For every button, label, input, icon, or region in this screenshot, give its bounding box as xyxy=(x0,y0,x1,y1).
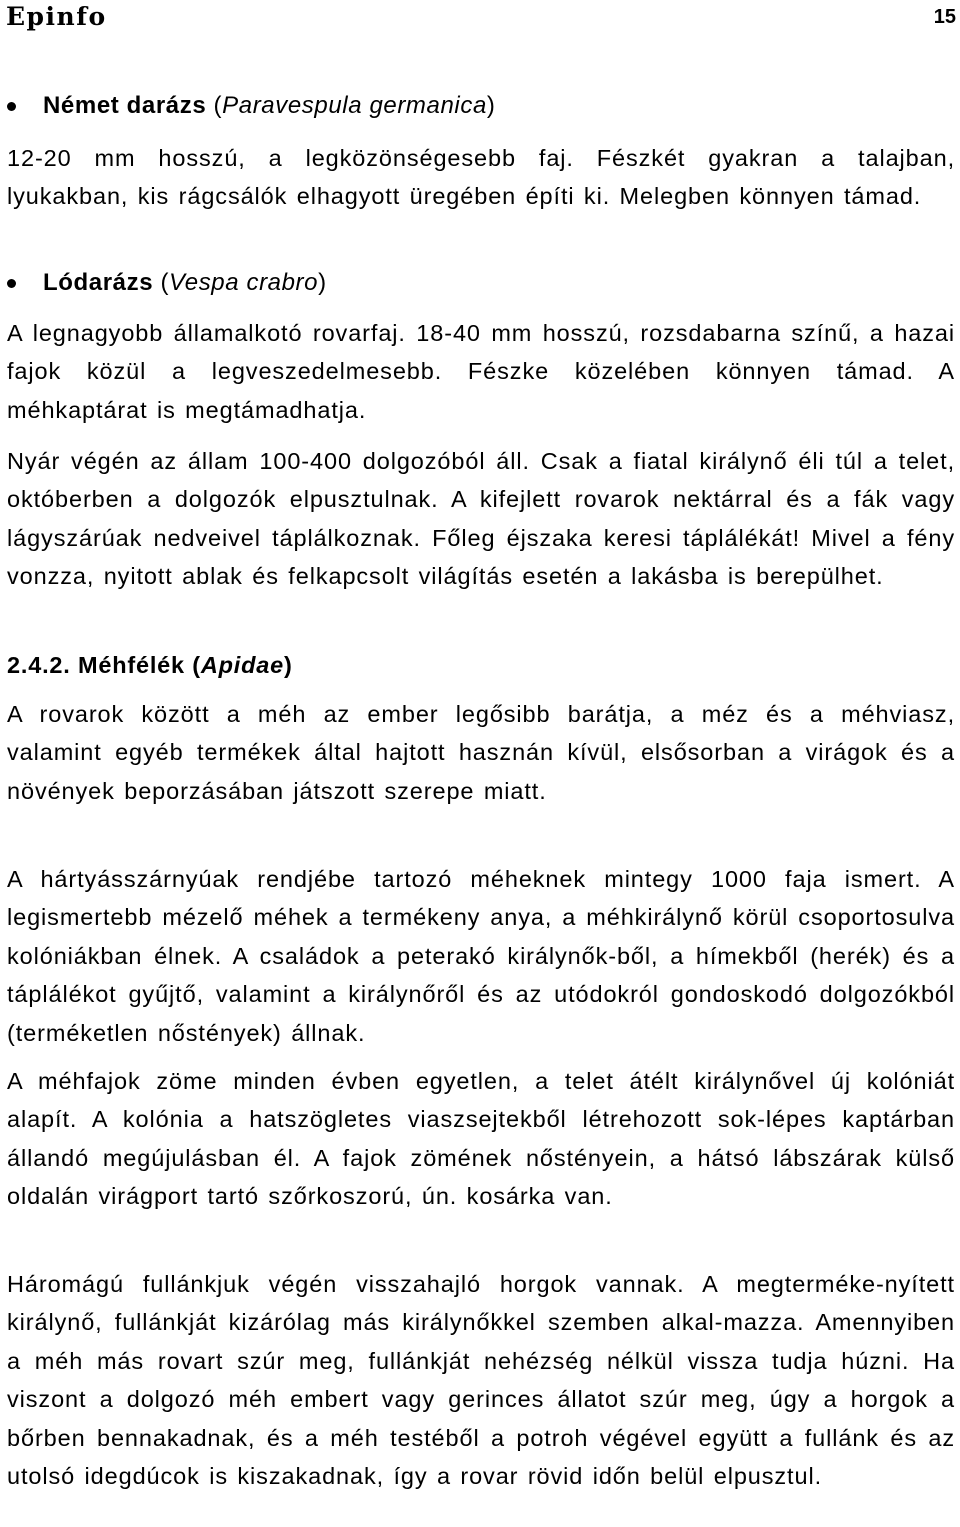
paren-close: ) xyxy=(318,269,327,296)
latin-name: Vespa crabro xyxy=(169,269,319,296)
bullet-dot-icon xyxy=(7,102,16,111)
paragraph-lodarazs-colony: Nyár végén az állam 100-400 dolgozóból áll. Csak a fiatal királynő éli túl a telet, októberben a dolgozók elpusztulnak. A kifejlett rovarok nektárral és a fák vagy lágyszárúak nedveivel táplálkoznak. Főleg éjszaka keresi táplálékát! Mivel a fény vonzza, nyitott ablak és felkapcsolt világítás esetén a lakásba is berepülhet. xyxy=(7,448,955,590)
paragraph-meh-colony: A méhfajok zöme minden évben egyetlen, a telet átélt királynővel új kolóniát alapít. A kolónia a hatszögletes viaszsejtekből létrehozott sok-lépes kaptárban állandó megújulásban él. A fajok zömének nőstényein, a hátsó lábszárak külső oldalán virágport tartó szőrkoszorú, ún. kosárka van. xyxy=(7,1068,955,1210)
section-heading xyxy=(7,646,293,684)
section-close: ) xyxy=(284,652,293,678)
paragraph-meh-species: A hártyásszárnyúak rendjébe tartozó méheknek mintegy 1000 faja ismert. A legismertebb mézelő méhek a termékeny anya, a méhkirálynő körül csoportosulva kolóniákban élnek. A családok a peterakó királynők-ből, a hímekből (herék) és a táplálékot gyűjtő, valamint a királynőről és az utódokról gondoskodó dolgozókból (terméketlen nőstények) állnak. xyxy=(7,866,955,1046)
paragraph-nemet-darazs: 12-20 mm hosszú, a legközönségesebb faj. Fészkét gyakran a talajban, lyukakban, kis rágcsálók elhagyott üregében építi ki. Melegben könnyen támad. xyxy=(7,145,955,210)
page-header xyxy=(6,2,956,36)
epinfo-logo: Epinfo xyxy=(6,2,107,31)
paren-open: ( xyxy=(206,92,223,119)
latin-name: Paravespula germanica xyxy=(222,92,487,119)
species-name: Lódarázs xyxy=(43,269,154,296)
paren-open: ( xyxy=(153,269,170,296)
page-number: 15 xyxy=(933,6,956,28)
paren-close: ) xyxy=(486,92,496,119)
bullet-text xyxy=(43,87,496,125)
species-name: Német darázs xyxy=(43,92,207,119)
section-title: Méhfélék ( xyxy=(77,652,201,678)
section-number: 2.4.2. xyxy=(7,652,71,678)
bullet-text xyxy=(43,264,327,302)
paragraph-lodarazs-intro: A legnagyobb államalkotó rovarfaj. 18-40 mm hosszú, rozsdabarna színű, a hazai fajok közül a legveszedelmesebb. Fészke közelében könnyen támad. A méhkaptárat is megtámadhatja. xyxy=(7,320,955,423)
bullet-dot-icon xyxy=(7,279,16,288)
paragraph-meh-intro: A rovarok között a méh az ember legősibb barátja, a méz és a méhviasz, valamint egyéb termékek által hajtott hasznán kívül, elsősorban a virágok és a növények beporzásában játszott szerepe miatt. xyxy=(7,701,955,804)
paragraph-meh-sting: Háromágú fullánkjuk végén visszahajló horgok vannak. A megterméke-nyített királynő, fullánkját kizárólag más királynőkkel szemben alkal-mazza. Amennyiben a méh más rovart szúr meg, fullánkját nehézség nélkül vissza tudja húzni. Ha viszont a dolgozó méh embert vagy gerinces állatot szúr meg, úgy a horgok a bőrben bennakadnak, és a méh testéből a potroh végével együtt a fullánk és az utolsó idegdúcok is kiszakadnak, így a rovar rövid időn belül elpusztul. xyxy=(7,1271,955,1490)
section-latin: Apidae xyxy=(200,652,285,678)
